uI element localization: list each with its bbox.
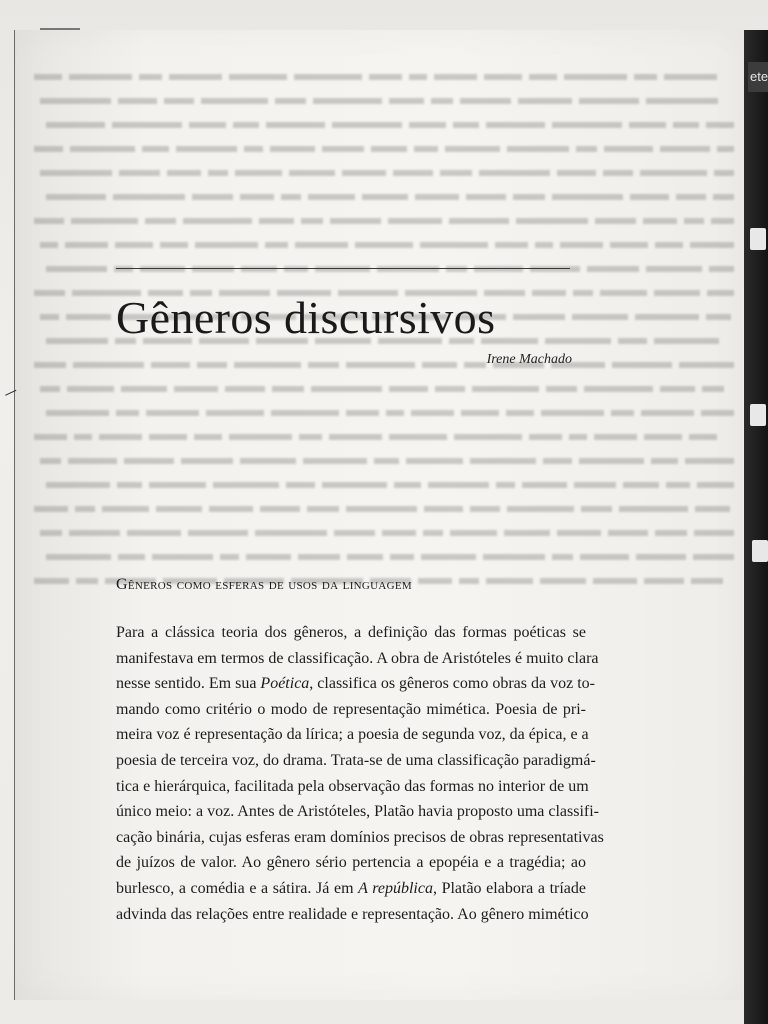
bleed-through-word	[260, 506, 300, 512]
bleed-through-word	[194, 434, 222, 440]
bleed-through-word	[176, 146, 237, 152]
bleed-through-word	[608, 530, 648, 536]
bleed-through-word	[286, 482, 315, 488]
bleed-through-word	[329, 434, 382, 440]
bleed-through-word	[600, 290, 647, 296]
bleed-through-word	[516, 218, 588, 224]
bleed-through-word	[334, 530, 375, 536]
section-heading: Gêneros como esferas de usos da linguagem	[116, 576, 412, 593]
bleed-through-word	[139, 74, 162, 80]
bleed-through-word	[235, 170, 282, 176]
bleed-through-word	[164, 98, 194, 104]
bleed-through-word	[569, 434, 587, 440]
bleed-through-word	[389, 98, 424, 104]
bleed-through-word	[275, 98, 306, 104]
bleed-through-word	[428, 482, 489, 488]
bleed-through-word	[453, 122, 479, 128]
bleed-through-word	[308, 362, 339, 368]
bleed-through-word	[114, 266, 133, 272]
bleed-through-word	[603, 170, 633, 176]
bleed-through-word	[99, 434, 142, 440]
bleed-through-word	[46, 410, 109, 416]
bleed-through-word	[46, 194, 106, 200]
bleed-through-word	[229, 74, 287, 80]
bleed-through-word	[313, 98, 382, 104]
bleed-through-word	[272, 386, 304, 392]
bleed-through-word	[461, 410, 499, 416]
bleed-through-word	[506, 410, 534, 416]
bleed-through-word	[174, 386, 218, 392]
bleed-through-word	[530, 266, 580, 272]
bleed-through-word	[713, 194, 734, 200]
bleed-through-word	[618, 338, 647, 344]
bleed-through-word	[115, 242, 153, 248]
bleed-through-word	[298, 554, 340, 560]
bleed-through-word	[421, 554, 476, 560]
bleed-through-word	[685, 458, 734, 464]
bleed-through-word	[322, 146, 364, 152]
edge-tab-text: ete	[748, 62, 768, 92]
bleed-through-word	[446, 266, 467, 272]
bleed-through-word	[303, 458, 367, 464]
bleed-through-word	[149, 434, 187, 440]
bleed-through-word	[315, 266, 370, 272]
bleed-through-word	[594, 434, 637, 440]
bleed-through-word	[294, 74, 362, 80]
bleed-through-word	[369, 74, 402, 80]
bleed-through-word	[394, 482, 421, 488]
bleed-through-word	[183, 218, 252, 224]
chapter-title: Gêneros discursivos	[116, 292, 496, 343]
bleed-through-word	[299, 434, 322, 440]
bleed-through-word	[34, 74, 62, 80]
bleed-through-word	[474, 266, 523, 272]
bleed-through-word	[557, 170, 596, 176]
bleed-through-word	[46, 122, 105, 128]
bleed-through-word	[640, 170, 707, 176]
bleed-through-word	[330, 218, 381, 224]
bleed-through-word	[504, 530, 550, 536]
bleed-through-word	[522, 482, 567, 488]
bleed-through-word	[46, 482, 110, 488]
bleed-through-word	[71, 218, 138, 224]
bleed-through-word	[146, 410, 199, 416]
bleed-through-word	[73, 362, 144, 368]
bleed-through-word	[580, 554, 629, 560]
bleed-through-word	[346, 410, 379, 416]
bleed-through-word	[581, 506, 612, 512]
bleed-through-word	[167, 170, 201, 176]
bleed-through-word	[266, 122, 325, 128]
bleed-through-word	[484, 74, 522, 80]
bleed-through-word	[355, 242, 413, 248]
bleed-through-word	[707, 290, 734, 296]
bleed-through-word	[587, 266, 639, 272]
bleed-through-word	[541, 410, 604, 416]
bleed-through-word	[612, 362, 672, 368]
bleed-through-word	[651, 458, 678, 464]
bleed-through-word	[673, 122, 699, 128]
bleed-through-word	[118, 98, 157, 104]
bleed-through-word	[74, 434, 92, 440]
bleed-through-word	[664, 74, 717, 80]
body-line: poesia de terceira voz, do drama. Trata-se de uma classificação paradigmá-	[116, 751, 596, 769]
bleed-through-word	[225, 386, 265, 392]
bleed-through-word	[660, 146, 710, 152]
bleed-through-word	[717, 146, 734, 152]
bleed-through-word	[513, 194, 545, 200]
bleed-through-word	[121, 386, 167, 392]
bleed-through-word	[206, 410, 264, 416]
title-rule	[116, 268, 570, 269]
bleed-through-word	[655, 242, 683, 248]
bleed-through-word	[552, 122, 622, 128]
bleed-through-word	[643, 218, 677, 224]
chapter-author: Irene Machado	[486, 352, 572, 367]
bleed-through-word	[706, 122, 734, 128]
body-line: de juízos de valor. Ao gênero sério pertencia a epopéia e a tragédia; ao	[116, 854, 586, 872]
bleed-through-word	[454, 434, 522, 440]
bleed-through-word	[181, 458, 233, 464]
bleed-through-word	[409, 74, 427, 80]
bleed-through-word	[34, 146, 63, 152]
bleed-through-word	[495, 242, 528, 248]
bleed-through-word	[595, 218, 636, 224]
bleed-through-word	[322, 482, 387, 488]
body-line: tica e hierárquica, facilitada pela observação das formas no interior de um	[116, 777, 589, 795]
bleed-through-word	[69, 530, 120, 536]
bleed-through-word	[409, 122, 446, 128]
bleed-through-word	[564, 74, 627, 80]
bleed-through-word	[440, 170, 472, 176]
bleed-through-word	[240, 458, 296, 464]
bleed-through-word	[234, 362, 301, 368]
body-line: burlesco, a comédia e a sátira. Já em A república, Platão elabora a tríade	[116, 879, 586, 897]
bleed-through-word	[654, 338, 719, 344]
bleed-through-word	[246, 554, 291, 560]
bleed-through-word	[709, 266, 734, 272]
bleed-through-word	[34, 290, 65, 296]
bleed-through-word	[386, 410, 404, 416]
bleed-through-word	[486, 122, 545, 128]
bleed-through-word	[701, 410, 734, 416]
bleed-through-word	[46, 266, 107, 272]
bleed-through-word	[70, 146, 135, 152]
bleed-through-word	[188, 530, 248, 536]
edge-mark-2	[750, 404, 766, 426]
bleed-through-word	[34, 578, 69, 584]
bleed-through-word	[507, 506, 574, 512]
bleed-through-word	[449, 218, 509, 224]
bleed-through-word	[576, 146, 597, 152]
bleed-through-word	[112, 122, 182, 128]
bleed-through-word	[660, 386, 695, 392]
bleed-through-word	[65, 242, 108, 248]
bleed-through-word	[118, 554, 145, 560]
bleed-through-word	[259, 218, 294, 224]
bleed-through-word	[119, 170, 160, 176]
bleed-through-word	[229, 434, 292, 440]
bleed-through-word	[690, 242, 734, 248]
bleed-through-word	[209, 506, 253, 512]
bleed-through-word	[69, 74, 132, 80]
bleed-through-word	[124, 458, 174, 464]
bleed-through-word	[654, 290, 700, 296]
bleed-through-word	[619, 506, 688, 512]
bleed-through-word	[342, 170, 386, 176]
adjacent-page-edge	[744, 30, 768, 1024]
bleed-through-word	[390, 554, 414, 560]
bleed-through-word	[466, 194, 506, 200]
bleed-through-word	[113, 194, 185, 200]
bleed-through-word	[346, 506, 417, 512]
bleed-through-word	[479, 170, 550, 176]
bleed-through-word	[415, 194, 459, 200]
bleed-through-word	[423, 530, 443, 536]
bleed-through-word	[697, 482, 734, 488]
bleed-through-word	[695, 506, 730, 512]
bleed-through-word	[610, 242, 648, 248]
bleed-through-word	[145, 218, 176, 224]
bleed-through-word	[362, 194, 408, 200]
bleed-through-word	[195, 242, 258, 248]
bleed-through-word	[574, 482, 616, 488]
bleed-through-word	[156, 506, 202, 512]
bleed-through-word	[34, 218, 64, 224]
bleed-through-word	[579, 458, 644, 464]
bleed-through-word	[332, 122, 402, 128]
bleed-through-word	[694, 530, 734, 536]
bleed-through-word	[414, 146, 438, 152]
bleed-through-word	[40, 314, 59, 320]
bleed-through-word	[374, 458, 399, 464]
bleed-through-word	[160, 242, 188, 248]
bleed-through-word	[411, 410, 454, 416]
bleed-through-word	[307, 506, 339, 512]
body-line: mando como critério o modo de representação mimética. Poesia de pri-	[116, 700, 586, 718]
bleed-through-word	[406, 458, 463, 464]
bleed-through-word	[560, 242, 603, 248]
body-line: único meio: a voz. Antes de Aristóteles, Platão havia proposto uma classifi-	[116, 803, 600, 821]
bleed-through-word	[623, 482, 659, 488]
bleed-through-word	[270, 146, 315, 152]
bleed-through-word	[666, 482, 690, 488]
bleed-through-word	[255, 530, 327, 536]
bleed-through-word	[149, 482, 206, 488]
bleed-through-word	[529, 434, 562, 440]
bleed-through-word	[347, 554, 383, 560]
bleed-through-word	[382, 530, 416, 536]
bleed-through-word	[644, 578, 684, 584]
body-line: cação binária, cujas esferas eram domínios precisos de obras representativas	[116, 828, 604, 846]
bleed-through-word	[34, 362, 66, 368]
bleed-through-word	[676, 194, 706, 200]
bleed-through-word	[689, 434, 717, 440]
bleed-through-word	[472, 386, 539, 392]
bleed-through-word	[470, 458, 536, 464]
bleed-through-word	[644, 434, 682, 440]
bleed-through-word	[40, 242, 58, 248]
bleed-through-word	[711, 218, 734, 224]
bleed-through-word	[40, 170, 112, 176]
bleed-through-word	[535, 242, 553, 248]
bleed-through-word	[693, 554, 734, 560]
body-paragraph	[116, 620, 604, 927]
bleed-through-word	[691, 578, 723, 584]
bleed-through-word	[197, 362, 227, 368]
bleed-through-word	[75, 506, 95, 512]
bleed-through-word	[646, 266, 702, 272]
bleed-through-word	[189, 122, 226, 128]
bleed-through-word	[518, 98, 572, 104]
bleed-through-word	[529, 74, 557, 80]
bleed-through-word	[40, 98, 111, 104]
bleed-through-word	[34, 506, 68, 512]
bleed-through-word	[655, 530, 687, 536]
bleed-through-word	[213, 482, 279, 488]
bleed-through-word	[445, 146, 500, 152]
bleed-through-word	[579, 98, 639, 104]
bleed-through-word	[308, 194, 355, 200]
edge-mark-1	[750, 228, 766, 250]
bleed-through-word	[483, 554, 545, 560]
bleed-through-word	[450, 530, 497, 536]
bleed-through-word	[679, 362, 734, 368]
bleed-through-word	[431, 98, 453, 104]
bleed-through-word	[584, 386, 653, 392]
bleed-through-word	[117, 482, 142, 488]
bleed-through-word	[702, 386, 724, 392]
edge-mark-3	[752, 540, 768, 562]
bleed-through-word	[546, 386, 577, 392]
bleed-through-word	[552, 554, 573, 560]
bleed-through-word	[301, 218, 323, 224]
bleed-through-word	[636, 554, 686, 560]
bleed-through-word	[66, 314, 111, 320]
bleed-through-word	[393, 170, 433, 176]
bleed-through-word	[295, 242, 348, 248]
bleed-through-word	[67, 386, 114, 392]
page-top-mark	[40, 28, 80, 30]
bleed-through-word	[40, 530, 62, 536]
bleed-through-word	[116, 410, 139, 416]
bleed-through-word	[496, 482, 515, 488]
bleed-through-word	[604, 146, 653, 152]
bleed-through-word	[311, 386, 382, 392]
bleed-through-word	[271, 410, 339, 416]
bleed-through-word	[635, 314, 699, 320]
body-line: manifestava em termos de classificação. A obra de Aristóteles é muito clara	[116, 649, 599, 667]
bleed-through-word	[634, 74, 657, 80]
bleed-through-word	[34, 434, 67, 440]
bleed-through-word	[629, 122, 666, 128]
bleed-through-word	[435, 386, 465, 392]
bleed-through-word	[46, 338, 108, 344]
bleed-through-word	[460, 98, 511, 104]
bleed-through-word	[389, 386, 428, 392]
bleed-through-word	[40, 458, 61, 464]
bleed-through-word	[40, 386, 60, 392]
body-line: meira voz é representação da lírica; a poesia de segunda voz, da épica, e a	[116, 726, 589, 744]
bleed-through-word	[281, 194, 301, 200]
bleed-through-word	[388, 218, 442, 224]
bleed-through-word	[46, 554, 111, 560]
bleed-through-word	[244, 146, 263, 152]
bleed-through-word	[192, 194, 233, 200]
bleed-through-word	[152, 554, 213, 560]
bleed-through-word	[142, 146, 169, 152]
bleed-through-word	[127, 530, 181, 536]
bleed-through-word	[102, 506, 149, 512]
bleed-through-word	[76, 578, 98, 584]
bleed-through-word	[593, 578, 637, 584]
bleed-through-word	[552, 194, 623, 200]
body-line: Para a clássica teoria dos gêneros, a definição das formas poéticas se	[116, 624, 586, 641]
bleed-through-word	[424, 506, 463, 512]
bleed-through-word	[714, 170, 734, 176]
bleed-through-word	[284, 266, 308, 272]
bleed-through-word	[470, 506, 500, 512]
body-line: nesse sentido. Em sua Poética, classifica os gêneros como obras da voz to-	[116, 675, 595, 693]
bleed-through-word	[557, 530, 601, 536]
bleed-through-word	[265, 242, 288, 248]
bleed-through-word	[289, 170, 335, 176]
bleed-through-word	[641, 410, 694, 416]
bleed-through-word	[630, 194, 669, 200]
bleed-through-word	[434, 74, 477, 80]
bleed-through-word	[241, 266, 277, 272]
bleed-through-word	[220, 554, 239, 560]
bleed-through-word	[706, 314, 731, 320]
bleed-through-word	[201, 98, 268, 104]
bleed-through-word	[507, 146, 569, 152]
bleed-through-word	[684, 218, 704, 224]
bleed-through-word	[169, 74, 222, 80]
bleed-through-word	[377, 266, 439, 272]
bleed-through-word	[543, 458, 572, 464]
bleed-through-word	[389, 434, 447, 440]
bleed-through-word	[140, 266, 185, 272]
bleed-through-word	[192, 266, 234, 272]
bleed-through-word	[233, 122, 259, 128]
bleed-through-word	[611, 410, 634, 416]
body-line: advinda das relações entre realidade e representação. Ao gênero mimético	[116, 905, 589, 923]
bleed-through-word	[151, 362, 190, 368]
bleed-through-word	[646, 98, 718, 104]
bleed-through-word	[420, 242, 488, 248]
bleed-through-word	[240, 194, 274, 200]
bleed-through-word	[68, 458, 117, 464]
bleed-through-word	[371, 146, 407, 152]
bleed-through-word	[208, 170, 228, 176]
